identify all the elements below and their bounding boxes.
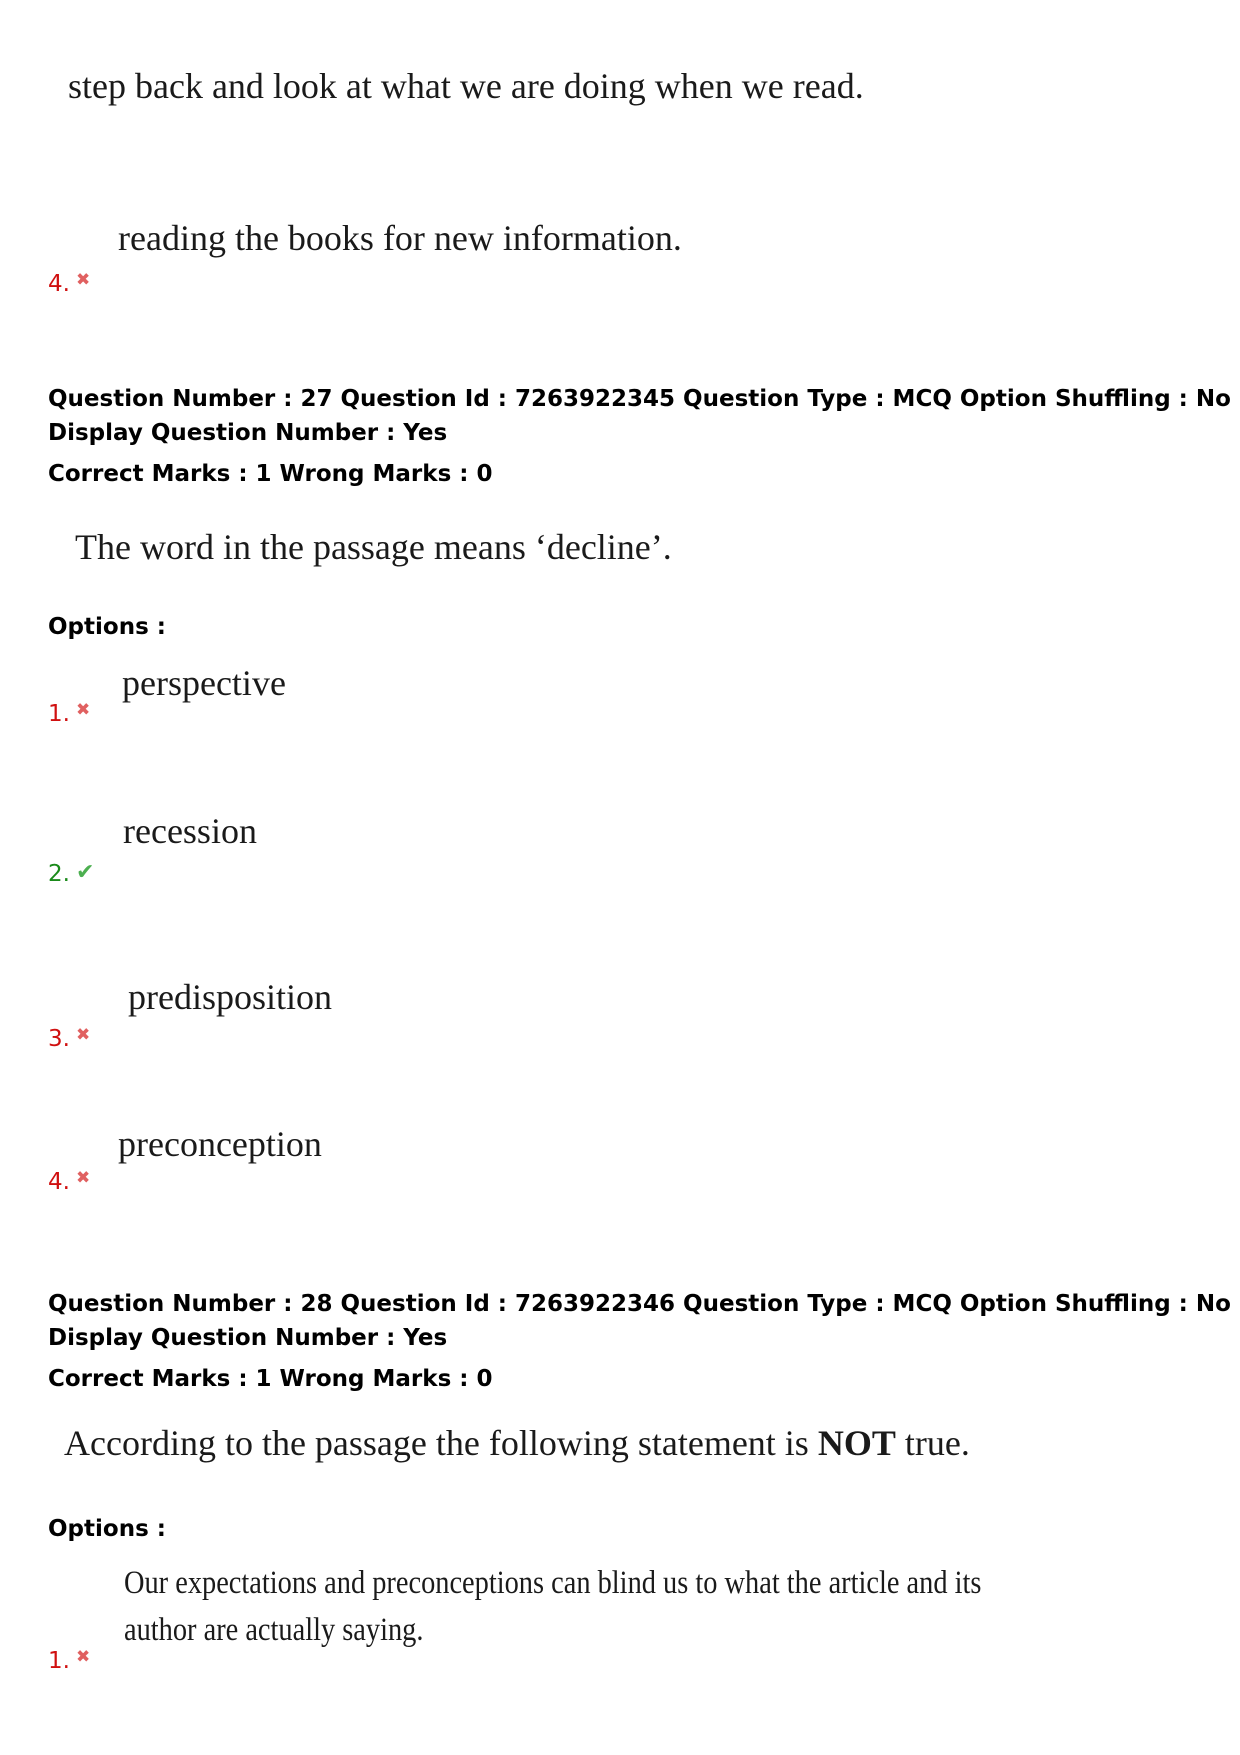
prev-option-4 <box>48 272 90 296</box>
q27-options-label: Options : <box>48 614 166 640</box>
cross-icon: ✖ <box>75 700 91 720</box>
prev-option-4-text: reading the books for new information. <box>118 218 682 258</box>
q28-option-1 <box>48 1649 90 1673</box>
option-number: 3. <box>48 1026 70 1052</box>
q28-question-text <box>64 1425 970 1461</box>
q27-meta-line1: Question Number : 27 Question Id : 7263922345 Question Type : MCQ Option Shuffling : No <box>48 386 1231 412</box>
q27-option-1 <box>48 702 90 726</box>
option-number: 4. <box>48 271 70 297</box>
q28-question-pre: According to the passage the following statement is <box>64 1423 818 1463</box>
q27-meta-line2: Display Question Number : Yes <box>48 420 448 446</box>
q28-meta-line1: Question Number : 28 Question Id : 7263922346 Question Type : MCQ Option Shuffling : No <box>48 1291 1231 1317</box>
cross-icon: ✖ <box>75 1647 91 1667</box>
q27-option-4-text: preconception <box>118 1124 322 1164</box>
q28-question-emphasis: NOT <box>817 1423 896 1463</box>
q27-question-text: The word in the passage means ‘decline’. <box>75 527 672 567</box>
q28-marks: Correct Marks : 1 Wrong Marks : 0 <box>48 1366 493 1392</box>
q28-meta-line2: Display Question Number : Yes <box>48 1325 448 1351</box>
q28-option-1-text-line2: author are actually saying. <box>124 1612 424 1648</box>
cross-icon: ✖ <box>75 1168 91 1188</box>
option-number: 2. <box>48 861 70 887</box>
q28-question-post: true. <box>895 1423 970 1463</box>
q28-option-1-text-line1: Our expectations and preconceptions can blind us to what the article and its <box>124 1565 982 1601</box>
q27-option-3 <box>48 1027 90 1051</box>
q27-option-3-text: predisposition <box>128 977 332 1017</box>
cross-icon: ✖ <box>75 1025 91 1045</box>
check-icon: ✔ <box>75 860 95 885</box>
option-number: 1. <box>48 701 70 727</box>
option-number: 4. <box>48 1169 70 1195</box>
q28-options-label: Options : <box>48 1516 166 1542</box>
cross-icon: ✖ <box>75 270 91 290</box>
q27-marks: Correct Marks : 1 Wrong Marks : 0 <box>48 461 493 487</box>
prev-question-tail-text: step back and look at what we are doing when we read. <box>68 66 864 106</box>
q27-option-1-text: perspective <box>122 663 286 703</box>
option-number: 1. <box>48 1648 70 1674</box>
q27-option-2 <box>48 862 94 886</box>
q27-option-4 <box>48 1170 90 1194</box>
q27-option-2-text: recession <box>123 811 257 851</box>
